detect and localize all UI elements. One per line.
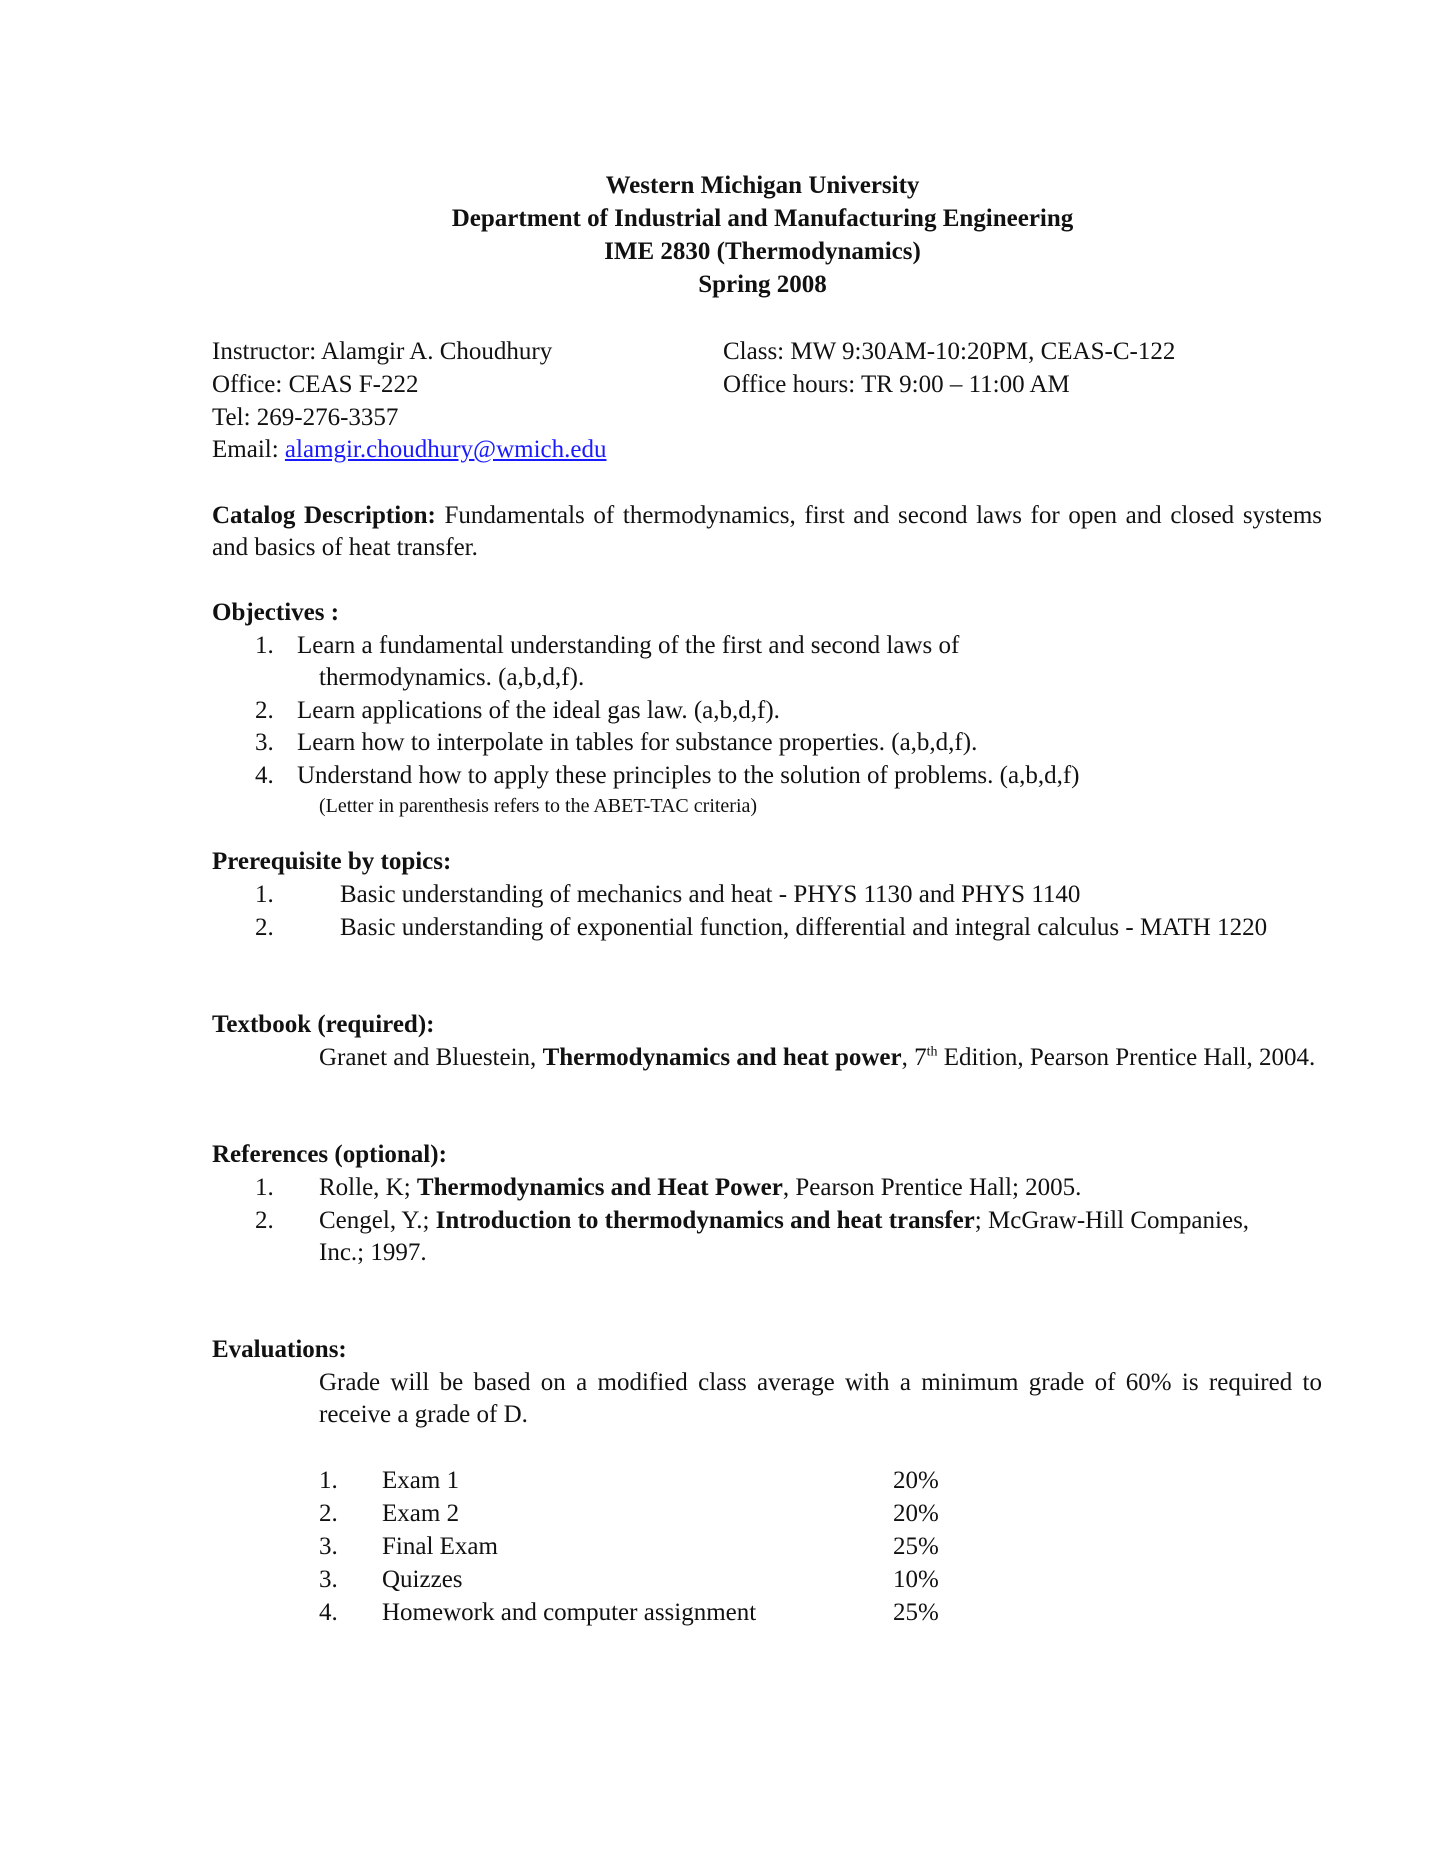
- textbook-publisher: Edition, Pearson Prentice Hall, 2004.: [937, 1044, 1316, 1071]
- reference-publisher: ; McGraw-Hill Companies, Inc.; 1997.: [319, 1207, 1250, 1266]
- evaluation-item: Final Exam: [382, 1533, 498, 1560]
- evaluation-weight: 20%: [893, 1467, 939, 1494]
- course-title: IME 2830 (Thermodynamics): [604, 238, 921, 265]
- objective-number: 1.: [255, 632, 274, 659]
- textbook-edition: , 7: [901, 1044, 927, 1071]
- reference-number: 1.: [255, 1174, 274, 1201]
- reference-entry: [319, 1172, 1081, 1204]
- objectives-heading: Objectives :: [212, 599, 340, 626]
- reference-title: Introduction to thermodynamics and heat transfer: [435, 1207, 975, 1234]
- evaluation-weight: 10%: [893, 1566, 939, 1593]
- term: Spring 2008: [698, 271, 827, 298]
- objective-text: Learn applications of the ideal gas law. (a,b,d,f).: [297, 697, 780, 724]
- references-heading: References (optional):: [212, 1141, 447, 1168]
- textbook-title: Thermodynamics and heat power: [542, 1044, 902, 1071]
- reference-title: Thermodynamics and Heat Power: [416, 1174, 783, 1201]
- prerequisite-number: 1.: [255, 881, 274, 908]
- objective-number: 4.: [255, 762, 274, 789]
- email-label: Email:: [212, 436, 285, 463]
- objective-text: Learn how to interpolate in tables for substance properties. (a,b,d,f).: [297, 729, 978, 756]
- catalog-description: [212, 500, 1322, 564]
- office-hours: Office hours: TR 9:00 – 11:00 AM: [723, 371, 1070, 398]
- university-name: Western Michigan University: [605, 172, 920, 199]
- reference-publisher: , Pearson Prentice Hall; 2005.: [782, 1174, 1082, 1201]
- evaluation-number: 1.: [319, 1467, 338, 1494]
- evaluation-number: 4.: [319, 1599, 338, 1626]
- textbook-heading: Textbook (required):: [212, 1011, 435, 1038]
- reference-author: Rolle, K;: [319, 1174, 417, 1201]
- textbook-authors: Granet and Bluestein,: [319, 1044, 543, 1071]
- prerequisite-heading: Prerequisite by topics:: [212, 848, 452, 875]
- reference-number: 2.: [255, 1207, 274, 1234]
- objective-number: 3.: [255, 729, 274, 756]
- evaluation-item: Homework and computer assignment: [382, 1599, 757, 1626]
- evaluation-number: 3.: [319, 1566, 338, 1593]
- objective-text: Learn a fundamental understanding of the first and second laws of: [297, 632, 960, 659]
- evaluation-weight: 25%: [893, 1533, 939, 1560]
- objective-number: 2.: [255, 697, 274, 724]
- reference-author: Cengel, Y.;: [319, 1207, 436, 1234]
- email-line: [212, 434, 606, 466]
- email-link[interactable]: alamgir.choudhury@wmich.edu: [284, 436, 607, 463]
- abet-note: (Letter in parenthesis refers to the ABET-TAC criteria): [319, 795, 758, 817]
- telephone: Tel: 269-276-3357: [212, 404, 399, 431]
- prerequisite-text: Basic understanding of exponential function, differential and integral calculus - MATH 1220: [340, 914, 1268, 941]
- catalog-text: Fundamentals of thermodynamics, first and second laws for open and closed systems and basics of heat transfer.: [212, 502, 1322, 561]
- reference-entry: [319, 1205, 1279, 1269]
- evaluation-item: Exam 1: [382, 1467, 460, 1494]
- office: Office: CEAS F-222: [212, 371, 419, 398]
- instructor: Instructor: Alamgir A. Choudhury: [212, 338, 553, 365]
- edition-superscript: th: [926, 1044, 938, 1060]
- grading-policy: Grade will be based on a modified class average with a minimum grade of 60% is required to receive a grade of D.: [319, 1369, 1322, 1428]
- evaluation-weight: 25%: [893, 1599, 939, 1626]
- prerequisite-text: Basic understanding of mechanics and heat - PHYS 1130 and PHYS 1140: [340, 881, 1081, 908]
- objective-text-continued: thermodynamics. (a,b,d,f).: [319, 664, 585, 691]
- evaluation-number: 2.: [319, 1500, 338, 1527]
- evaluation-weight: 20%: [893, 1500, 939, 1527]
- prerequisite-number: 2.: [255, 914, 274, 941]
- textbook-citation: [319, 1042, 1322, 1074]
- department-name: Department of Industrial and Manufacturing Engineering: [451, 205, 1074, 232]
- evaluation-item: Exam 2: [382, 1500, 460, 1527]
- evaluations-heading: Evaluations:: [212, 1336, 347, 1363]
- evaluation-number: 3.: [319, 1533, 338, 1560]
- evaluation-item: Quizzes: [382, 1566, 463, 1593]
- objective-text: Understand how to apply these principles to the solution of problems. (a,b,d,f): [297, 762, 1080, 789]
- catalog-label: Catalog Description:: [212, 502, 436, 529]
- class-schedule: Class: MW 9:30AM-10:20PM, CEAS-C-122: [723, 338, 1176, 365]
